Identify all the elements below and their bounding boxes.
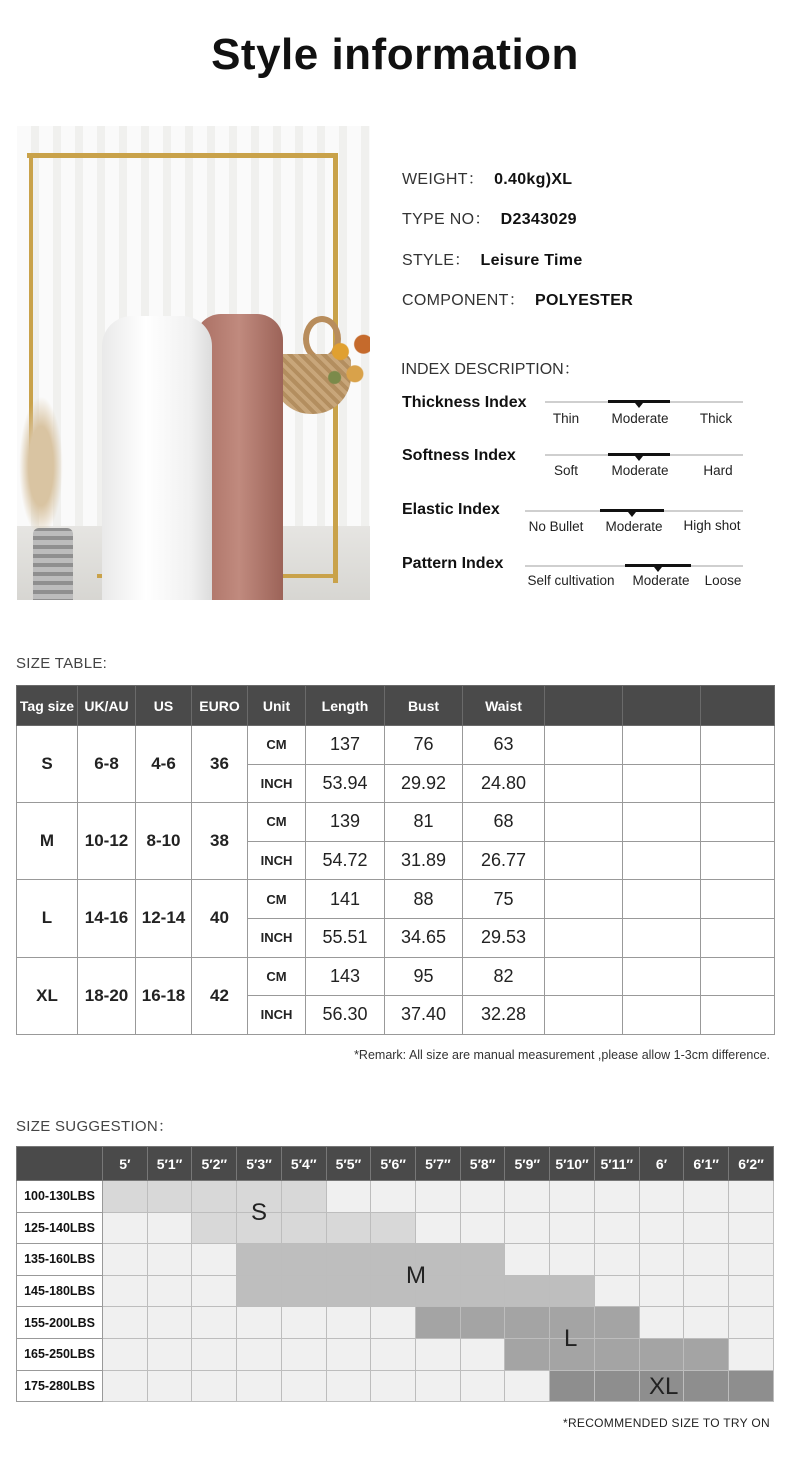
pattern-low: Self cultivation bbox=[527, 573, 615, 588]
length-cell: 139 bbox=[306, 803, 385, 842]
thickness-pointer bbox=[635, 403, 643, 408]
grid-cell bbox=[639, 1212, 684, 1244]
grid-cell-m bbox=[281, 1275, 326, 1307]
softness-mid: Moderate bbox=[611, 463, 669, 478]
thickness-low: Thin bbox=[552, 411, 580, 426]
grid-cell bbox=[594, 1244, 639, 1276]
grid-cell bbox=[103, 1307, 148, 1339]
us-cell: 8-10 bbox=[136, 803, 192, 880]
empty-cell bbox=[545, 764, 623, 803]
euro-cell: 38 bbox=[192, 803, 248, 880]
grid-cell bbox=[594, 1181, 639, 1213]
grid-cell bbox=[505, 1370, 550, 1402]
height-header: 5′1″ bbox=[147, 1147, 192, 1181]
weight-row bbox=[17, 1307, 774, 1339]
grid-cell bbox=[729, 1244, 774, 1276]
header-unit: Unit bbox=[248, 686, 306, 726]
size-table-header bbox=[17, 686, 775, 726]
grid-cell bbox=[684, 1307, 729, 1339]
grid-cell bbox=[147, 1275, 192, 1307]
grid-cell bbox=[729, 1275, 774, 1307]
empty-cell bbox=[545, 726, 623, 765]
weight-row bbox=[17, 1275, 774, 1307]
grid-cell bbox=[416, 1181, 461, 1213]
weight-row bbox=[17, 1212, 774, 1244]
grid-cell bbox=[326, 1307, 371, 1339]
grid-cell bbox=[371, 1181, 416, 1213]
grid-cell bbox=[594, 1275, 639, 1307]
weight-row bbox=[17, 1244, 774, 1276]
empty-cell bbox=[623, 918, 701, 957]
length-cell: 141 bbox=[306, 880, 385, 919]
tag-size-cell: M bbox=[17, 803, 78, 880]
header-euro: EURO bbox=[192, 686, 248, 726]
grid-cell bbox=[326, 1338, 371, 1370]
us-cell: 4-6 bbox=[136, 726, 192, 803]
empty-cell bbox=[623, 841, 701, 880]
grid-cell-s bbox=[326, 1212, 371, 1244]
grid-cell bbox=[550, 1212, 595, 1244]
elastic-mid: Moderate bbox=[605, 519, 663, 534]
grid-cell bbox=[505, 1212, 550, 1244]
weight-key: WEIGHT： bbox=[402, 171, 485, 188]
grid-cell bbox=[729, 1307, 774, 1339]
header-empty bbox=[701, 686, 775, 726]
thickness-index-label: Thickness Index bbox=[402, 394, 527, 411]
waist-cell: 63 bbox=[463, 726, 545, 765]
zone-label-s: S bbox=[251, 1199, 268, 1226]
length-cell: 56.30 bbox=[306, 996, 385, 1035]
height-header: 5′7″ bbox=[416, 1147, 461, 1181]
grid-cell bbox=[460, 1370, 505, 1402]
zone-label-m: M bbox=[406, 1262, 426, 1289]
height-header: 5′8″ bbox=[460, 1147, 505, 1181]
grid-cell-s bbox=[281, 1181, 326, 1213]
softness-pointer bbox=[635, 456, 643, 461]
height-header: 6′ bbox=[639, 1147, 684, 1181]
tag-size-cell: S bbox=[17, 726, 78, 803]
height-header: 5′11″ bbox=[594, 1147, 639, 1181]
index-description-heading: INDEX DESCRIPTION： bbox=[401, 361, 580, 378]
tag-size-cell: L bbox=[17, 880, 78, 957]
length-cell: 53.94 bbox=[306, 764, 385, 803]
type-no-value: D2343029 bbox=[500, 211, 577, 228]
empty-cell bbox=[701, 996, 775, 1035]
page-title: Style information bbox=[211, 30, 579, 79]
grid-cell bbox=[326, 1181, 371, 1213]
empty-cell bbox=[545, 996, 623, 1035]
elastic-index-label: Elastic Index bbox=[402, 501, 500, 518]
dried-flowers bbox=[323, 322, 370, 396]
grid-cell-m bbox=[237, 1244, 282, 1276]
component-value: POLYESTER bbox=[535, 292, 634, 309]
zone-label-xl: XL bbox=[649, 1373, 679, 1400]
header-us: US bbox=[136, 686, 192, 726]
grid-cell-l bbox=[460, 1307, 505, 1339]
euro-cell: 42 bbox=[192, 957, 248, 1034]
size-suggestion-label: SIZE SUGGESTION： bbox=[16, 1118, 174, 1135]
header-tag-size: Tag size bbox=[17, 686, 78, 726]
grid-cell bbox=[147, 1338, 192, 1370]
grid-cell bbox=[729, 1212, 774, 1244]
style-key: STYLE： bbox=[402, 252, 471, 269]
weight-label: 165-250LBS bbox=[17, 1338, 103, 1370]
grid-cell-s bbox=[281, 1212, 326, 1244]
grid-cell bbox=[416, 1212, 461, 1244]
rack-top-bar bbox=[27, 153, 337, 158]
type-no-key: TYPE NO： bbox=[402, 211, 491, 228]
empty-cell bbox=[623, 764, 701, 803]
height-header: 6′2″ bbox=[729, 1147, 774, 1181]
euro-cell: 40 bbox=[192, 880, 248, 957]
size-suggestion-grid bbox=[16, 1146, 774, 1402]
grid-cell-m bbox=[237, 1275, 282, 1307]
header-empty bbox=[623, 686, 701, 726]
height-header: 5′6″ bbox=[371, 1147, 416, 1181]
grid-cell-m bbox=[281, 1244, 326, 1276]
unit-cell: CM bbox=[248, 880, 306, 919]
grid-cell-m bbox=[326, 1275, 371, 1307]
bust-cell: 29.92 bbox=[385, 764, 463, 803]
header-bust: Bust bbox=[385, 686, 463, 726]
grid-cell bbox=[192, 1338, 237, 1370]
grid-cell bbox=[103, 1370, 148, 1402]
empty-cell bbox=[701, 726, 775, 765]
grid-cell-l bbox=[416, 1307, 461, 1339]
us-cell: 16-18 bbox=[136, 957, 192, 1034]
empty-cell bbox=[701, 880, 775, 919]
grid-cell bbox=[684, 1212, 729, 1244]
grid-cell bbox=[103, 1338, 148, 1370]
grid-cell-xl bbox=[684, 1370, 729, 1402]
table-row bbox=[17, 803, 775, 842]
unit-cell: INCH bbox=[248, 764, 306, 803]
grid-cell bbox=[103, 1275, 148, 1307]
weight-row bbox=[17, 1338, 774, 1370]
bust-cell: 81 bbox=[385, 803, 463, 842]
pattern-mid: Moderate bbox=[632, 573, 690, 588]
grid-cell bbox=[192, 1275, 237, 1307]
grid-cell-xl bbox=[594, 1370, 639, 1402]
component-key: COMPONENT： bbox=[402, 292, 525, 309]
waist-cell: 26.77 bbox=[463, 841, 545, 880]
grid-corner bbox=[17, 1147, 103, 1181]
waist-cell: 68 bbox=[463, 803, 545, 842]
vase bbox=[33, 528, 73, 600]
us-cell: 12-14 bbox=[136, 880, 192, 957]
empty-cell bbox=[545, 880, 623, 919]
grid-cell bbox=[147, 1244, 192, 1276]
tag-size-cell: XL bbox=[17, 957, 78, 1034]
header-length: Length bbox=[306, 686, 385, 726]
grid-cell-m bbox=[326, 1244, 371, 1276]
empty-cell bbox=[623, 880, 701, 919]
grid-cell bbox=[416, 1338, 461, 1370]
header-waist: Waist bbox=[463, 686, 545, 726]
weight-label: 135-160LBS bbox=[17, 1244, 103, 1276]
uk-au-cell: 18-20 bbox=[78, 957, 136, 1034]
elastic-high: High shot bbox=[683, 518, 741, 533]
grid-cell-m bbox=[550, 1275, 595, 1307]
grid-cell bbox=[460, 1338, 505, 1370]
header-uk-au: UK/AU bbox=[78, 686, 136, 726]
grid-cell bbox=[371, 1370, 416, 1402]
header-empty bbox=[545, 686, 623, 726]
height-header: 5′4″ bbox=[281, 1147, 326, 1181]
length-cell: 55.51 bbox=[306, 918, 385, 957]
grid-cell-l bbox=[505, 1338, 550, 1370]
grid-cell bbox=[192, 1244, 237, 1276]
unit-cell: INCH bbox=[248, 996, 306, 1035]
table-row bbox=[17, 726, 775, 765]
weight-row bbox=[17, 1181, 774, 1213]
grid-cell bbox=[505, 1244, 550, 1276]
grid-cell bbox=[684, 1244, 729, 1276]
empty-cell bbox=[701, 918, 775, 957]
height-header: 5′2″ bbox=[192, 1147, 237, 1181]
length-cell: 143 bbox=[306, 957, 385, 996]
grid-cell bbox=[505, 1181, 550, 1213]
grid-cell bbox=[550, 1181, 595, 1213]
grid-cell bbox=[281, 1338, 326, 1370]
style-row bbox=[402, 247, 583, 270]
pattern-index-label: Pattern Index bbox=[402, 555, 504, 572]
softness-high: Hard bbox=[703, 463, 733, 478]
length-cell: 54.72 bbox=[306, 841, 385, 880]
empty-cell bbox=[545, 957, 623, 996]
grid-cell bbox=[729, 1338, 774, 1370]
bust-cell: 76 bbox=[385, 726, 463, 765]
grid-cell bbox=[684, 1275, 729, 1307]
unit-cell: CM bbox=[248, 803, 306, 842]
grid-cell bbox=[460, 1212, 505, 1244]
grid-cell bbox=[192, 1370, 237, 1402]
empty-cell bbox=[623, 803, 701, 842]
empty-cell bbox=[545, 918, 623, 957]
table-row bbox=[17, 957, 775, 996]
elastic-pointer bbox=[628, 512, 636, 517]
grid-cell bbox=[639, 1244, 684, 1276]
unit-cell: INCH bbox=[248, 841, 306, 880]
grid-cell bbox=[326, 1370, 371, 1402]
type-no-row bbox=[402, 206, 577, 229]
weight-label: 155-200LBS bbox=[17, 1307, 103, 1339]
uk-au-cell: 14-16 bbox=[78, 880, 136, 957]
grid-cell-s bbox=[147, 1181, 192, 1213]
softness-low: Soft bbox=[553, 463, 578, 478]
size-table-label: SIZE TABLE: bbox=[16, 655, 108, 672]
empty-cell bbox=[623, 957, 701, 996]
weight-row bbox=[402, 166, 572, 189]
measurement-remark: *Remark: All size are manual measurement ,please allow 1-3cm difference. bbox=[354, 1048, 770, 1062]
weight-label: 125-140LBS bbox=[17, 1212, 103, 1244]
grid-cell bbox=[639, 1307, 684, 1339]
empty-cell bbox=[701, 957, 775, 996]
grid-cell-m bbox=[460, 1275, 505, 1307]
pattern-pointer bbox=[654, 567, 662, 572]
grid-cell bbox=[371, 1338, 416, 1370]
grid-cell bbox=[594, 1212, 639, 1244]
thickness-mid: Moderate bbox=[611, 411, 669, 426]
unit-cell: CM bbox=[248, 726, 306, 765]
grid-cell-l bbox=[594, 1338, 639, 1370]
height-header: 5′ bbox=[103, 1147, 148, 1181]
grid-cell bbox=[237, 1307, 282, 1339]
white-dress bbox=[102, 316, 212, 600]
component-row bbox=[402, 287, 633, 310]
size-table bbox=[16, 685, 775, 1035]
height-header: 6′1″ bbox=[684, 1147, 729, 1181]
uk-au-cell: 10-12 bbox=[78, 803, 136, 880]
grid-cell bbox=[639, 1275, 684, 1307]
grid-cell bbox=[460, 1181, 505, 1213]
bust-cell: 88 bbox=[385, 880, 463, 919]
empty-cell bbox=[701, 764, 775, 803]
height-header: 5′3″ bbox=[237, 1147, 282, 1181]
height-header: 5′5″ bbox=[326, 1147, 371, 1181]
waist-cell: 29.53 bbox=[463, 918, 545, 957]
bust-cell: 95 bbox=[385, 957, 463, 996]
grid-cell bbox=[550, 1244, 595, 1276]
weight-label: 100-130LBS bbox=[17, 1181, 103, 1213]
recommended-footnote: *RECOMMENDED SIZE TO TRY ON bbox=[562, 1416, 770, 1430]
pampas-grass bbox=[19, 396, 63, 536]
waist-cell: 82 bbox=[463, 957, 545, 996]
grid-cell-xl bbox=[550, 1370, 595, 1402]
empty-cell bbox=[545, 841, 623, 880]
grid-cell-xl bbox=[729, 1370, 774, 1402]
weight-value: 0.40kg)XL bbox=[494, 171, 573, 188]
bust-cell: 34.65 bbox=[385, 918, 463, 957]
grid-cell bbox=[192, 1307, 237, 1339]
product-photo bbox=[17, 126, 370, 600]
waist-cell: 24.80 bbox=[463, 764, 545, 803]
height-header-row bbox=[17, 1147, 774, 1181]
grid-cell-l bbox=[505, 1307, 550, 1339]
weight-label: 145-180LBS bbox=[17, 1275, 103, 1307]
style-value: Leisure Time bbox=[480, 252, 583, 269]
empty-cell bbox=[701, 841, 775, 880]
elastic-low: No Bullet bbox=[528, 519, 584, 534]
grid-cell-l bbox=[684, 1338, 729, 1370]
height-header: 5′9″ bbox=[505, 1147, 550, 1181]
waist-cell: 32.28 bbox=[463, 996, 545, 1035]
grid-cell-s bbox=[192, 1181, 237, 1213]
softness-index-label: Softness Index bbox=[402, 447, 516, 464]
unit-cell: INCH bbox=[248, 918, 306, 957]
grid-cell-m bbox=[505, 1275, 550, 1307]
table-row bbox=[17, 880, 775, 919]
grid-cell bbox=[639, 1181, 684, 1213]
grid-cell bbox=[371, 1307, 416, 1339]
grid-cell bbox=[416, 1370, 461, 1402]
grid-cell bbox=[729, 1181, 774, 1213]
grid-cell bbox=[103, 1212, 148, 1244]
grid-cell bbox=[237, 1338, 282, 1370]
grid-cell bbox=[281, 1307, 326, 1339]
pattern-high: Loose bbox=[704, 573, 742, 588]
empty-cell bbox=[623, 726, 701, 765]
empty-cell bbox=[623, 996, 701, 1035]
grid-cell bbox=[684, 1181, 729, 1213]
grid-cell-l bbox=[594, 1307, 639, 1339]
grid-cell-s bbox=[371, 1212, 416, 1244]
waist-cell: 75 bbox=[463, 880, 545, 919]
grid-cell-s bbox=[192, 1212, 237, 1244]
grid-cell bbox=[147, 1212, 192, 1244]
grid-cell bbox=[103, 1244, 148, 1276]
weight-label: 175-280LBS bbox=[17, 1370, 103, 1402]
grid-cell-s bbox=[103, 1181, 148, 1213]
empty-cell bbox=[701, 803, 775, 842]
grid-cell bbox=[147, 1370, 192, 1402]
grid-cell bbox=[147, 1307, 192, 1339]
grid-cell bbox=[237, 1370, 282, 1402]
height-header: 5′10″ bbox=[550, 1147, 595, 1181]
bust-cell: 31.89 bbox=[385, 841, 463, 880]
unit-cell: CM bbox=[248, 957, 306, 996]
empty-cell bbox=[545, 803, 623, 842]
grid-cell-l bbox=[639, 1338, 684, 1370]
zone-label-l: L bbox=[564, 1325, 578, 1352]
bust-cell: 37.40 bbox=[385, 996, 463, 1035]
euro-cell: 36 bbox=[192, 726, 248, 803]
length-cell: 137 bbox=[306, 726, 385, 765]
thickness-high: Thick bbox=[699, 411, 733, 426]
grid-cell-m bbox=[460, 1244, 505, 1276]
grid-cell bbox=[281, 1370, 326, 1402]
uk-au-cell: 6-8 bbox=[78, 726, 136, 803]
